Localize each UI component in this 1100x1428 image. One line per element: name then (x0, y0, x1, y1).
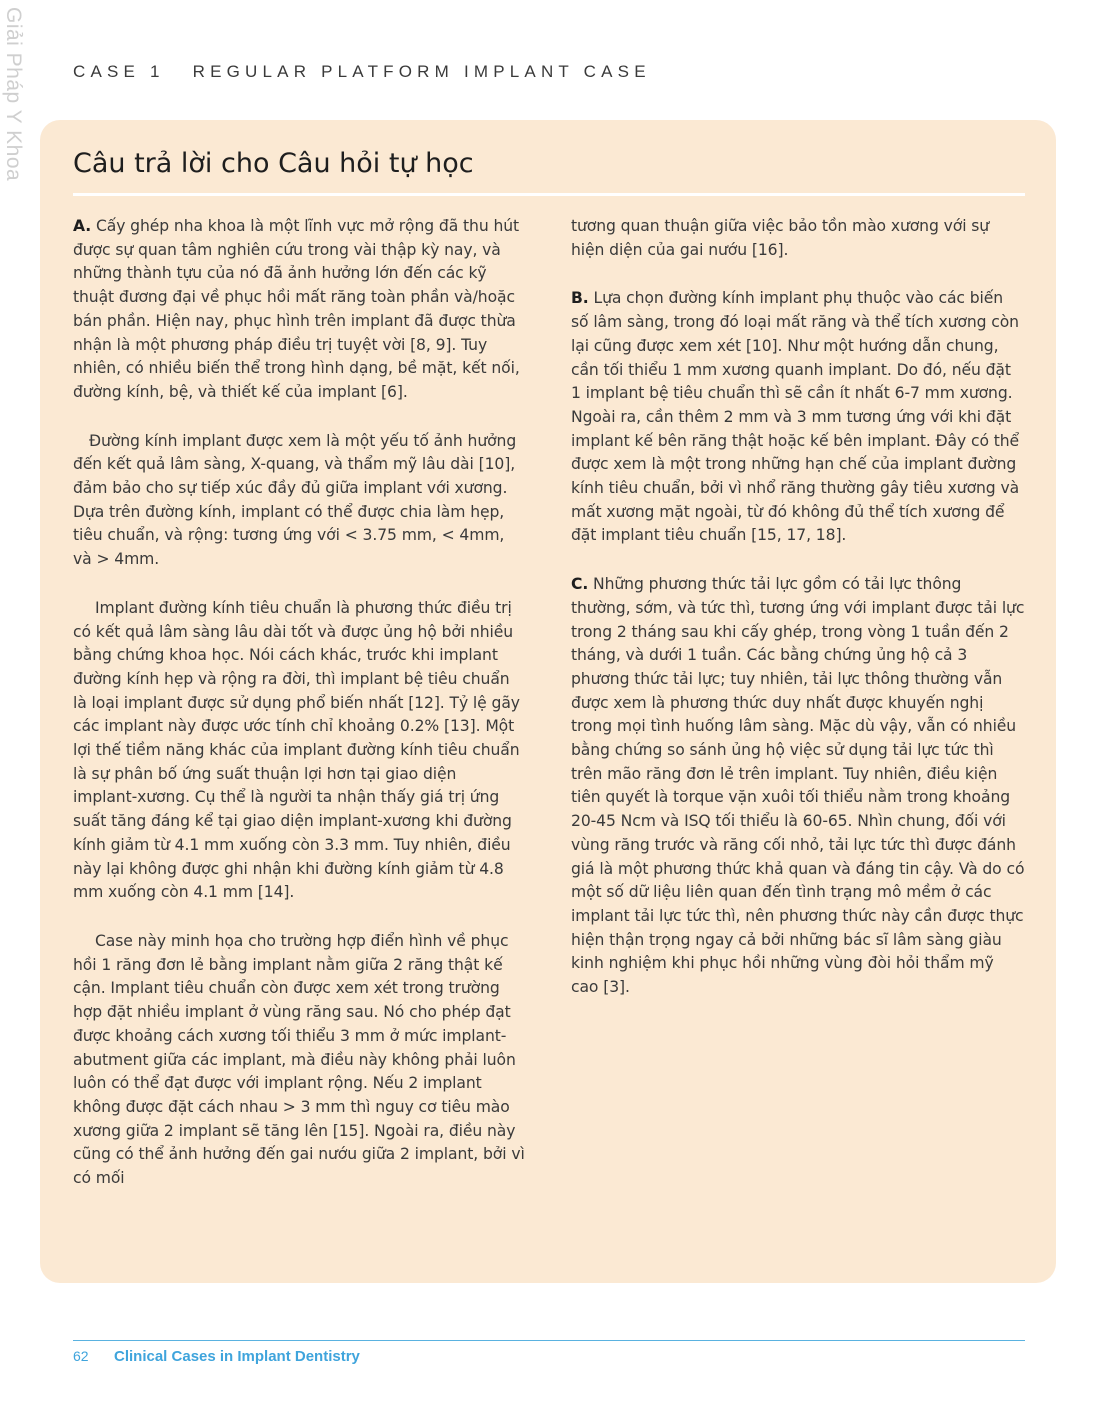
paragraph-text: Đường kính implant được xem là một yếu tố ảnh hưởng đến kết quả lâm sàng, X-quang, và thẩm mỹ lâu dài [10], đảm bảo cho sự tiếp xúc đầy đủ giữa implant với xương. Dựa trên đường kính, implant có thể được chia làm hẹp, tiêu chuẩn, và rộng: tương ứng với < 3.75 mm, < 4mm, và > 4mm. (73, 431, 517, 569)
paragraph-answer-c (571, 573, 1025, 1000)
paragraph-text: Những phương thức tải lực gồm có tải lực thông thường, sớm, và tức thì, tương ứng với implant được tải lực trong 2 tháng sau khi cấy ghép, trong vòng 1 tuần đến 2 tháng, và dưới 1 tuần. Các bằng chứng ủng hộ cả 3 phương thức tải lực; tuy nhiên, tải lực thông thường vẫn được xem là phương thức duy nhất được khuyến nghị trong mọi tình huống lâm sàng. Mặc dù vậy, vẫn có nhiều bằng chứng so sánh ủng hộ việc sử dụng tải lực tức thì trên mão răng đơn lẻ trên implant. Tuy nhiên, điều kiện tiên quyết là torque vặn xuôi tối thiểu nằm trong khoảng 20-45 Ncm và ISQ tối thiểu là 60-65. Nhìn chung, đối với vùng răng trước và răng cối nhỏ, tải lực tức thì được đánh giá là một phương thức khả quan và đáng tin cậy. Và do có một số dữ liệu liên quan đến tình trạng mô mềm ở các implant tải lực tức thì, nên phương thức này cần được thực hiện thận trọng ngay cả bởi những bác sĩ lâm sàng giàu kinh nghiệm khi phục hồi những vùng đòi hỏi thẩm mỹ cao [3]. (571, 575, 1025, 997)
case-title: REGULAR PLATFORM IMPLANT CASE (192, 62, 651, 81)
paragraph-text: tương quan thuận giữa việc bảo tồn mào xương với sự hiện diện của gai nướu [16]. (571, 217, 990, 259)
paragraph-implant-diameter (73, 430, 525, 572)
running-head (73, 62, 651, 82)
paragraph-text: Lựa chọn đường kính implant phụ thuộc vào các biến số lâm sàng, trong đó loại mất răng và thể tích xương còn lại cũng được xem xét [10]. Như một hướng dẫn chung, cần tối thiểu 1 mm xương quanh implant. Do đó, nếu đặt 1 implant bệ tiêu chuẩn thì sẽ cần ít nhất 6-7 mm xương. Ngoài ra, cần thêm 2 mm và 3 mm tương ứng với khi đặt implant kế bên răng thật hoặc kế bên implant. Đây có thể được xem là một trong những hạn chế của implant đường kính tiêu chuẩn, bởi vì nhổ răng thường gây tiêu xương và mất xương mặt ngoài, từ đó không đủ thể tích xương để đặt implant tiêu chuẩn [15, 17, 18]. (571, 289, 1020, 545)
paragraph-text: Case này minh họa cho trường hợp điển hình về phục hồi 1 răng đơn lẻ bằng implant nằm giữa 2 răng thật kế cận. Implant tiêu chuẩn còn được xem xét trong trường hợp đặt nhiều implant ở vùng răng sau. Nó cho phép đạt được khoảng cách xương tối thiểu 3 mm ở mức implant-abutment giữa các implant, mà điều này không phải luôn luôn có thể đạt được với implant rộng. Nếu 2 implant không được đặt cách nhau > 3 mm thì nguy cơ tiêu mào xương giữa 2 implant sẽ tăng lên [15]. Ngoài ra, điều này cũng có thể ảnh hưởng đến gai nướu giữa 2 implant, bởi vì có mối (73, 931, 525, 1188)
paragraph-standard-diameter (73, 597, 525, 905)
paragraph-answer-a (73, 215, 525, 405)
right-column (571, 215, 1025, 1025)
left-column (73, 215, 525, 1216)
watermark-text: Giải Pháp Y Khoa (2, 7, 25, 182)
panel-title: Câu trả lời cho Câu hỏi tự học (73, 148, 474, 179)
page-number: 62 (73, 1348, 89, 1364)
answer-label: B. (571, 289, 589, 308)
book-title: Clinical Cases in Implant Dentistry (114, 1348, 360, 1365)
paragraph-text: Cấy ghép nha khoa là một lĩnh vực mở rộng đã thu hút được sự quan tâm nghiên cứu trong vài thập kỳ nay, và những thành tựu của nó đã ảnh hưởng lớn đến các kỹ thuật đương đại về phục hồi mất răng toàn phần và/hoặc bán phần. Hiện nay, phục hình trên implant đã được thừa nhận là một phương pháp điều trị tuyệt vời [8, 9]. Tuy nhiên, có nhiều biến thể trong hình dạng, bề mặt, kết nối, đường kính, bệ, và thiết kế của implant [6]. (73, 217, 520, 401)
paragraph-case-illustration (73, 930, 525, 1191)
answer-label: A. (73, 217, 92, 235)
paragraph-answer-b (571, 287, 1025, 548)
paragraph-continuation (571, 215, 1025, 262)
case-label: CASE 1 (73, 62, 165, 81)
panel-divider (73, 193, 1025, 196)
paragraph-text: Implant đường kính tiêu chuẩn là phương thức điều trị có kết quả lâm sàng lâu dài tốt và được ủng hộ bởi nhiều bằng chứng khoa học. Nói cách khác, trước khi implant đường kính hẹp và rộng ra đời, thì implant bệ tiêu chuẩn là loại implant được sử dụng phổ biến nhất [12]. Tỷ lệ gãy các implant này được ước tính chỉ khoảng 0.2% [13]. Một lợi thế tiềm năng khác của implant đường kính tiêu chuẩn là sự phân bố ứng suất thuận lợi hơn tại giao diện implant-xương. Cụ thể là người ta nhận thấy giá trị ứng suất tăng đáng kể tại giao diện implant-xương khi đường kính giảm từ 4.1 mm xuống còn 3.3 mm. Tuy nhiên, điều này lại không được ghi nhận khi đường kính giảm từ 4.8 mm xuống còn 4.1 mm [14]. (73, 598, 520, 902)
answer-label: C. (571, 575, 589, 594)
footer-divider (73, 1340, 1025, 1341)
